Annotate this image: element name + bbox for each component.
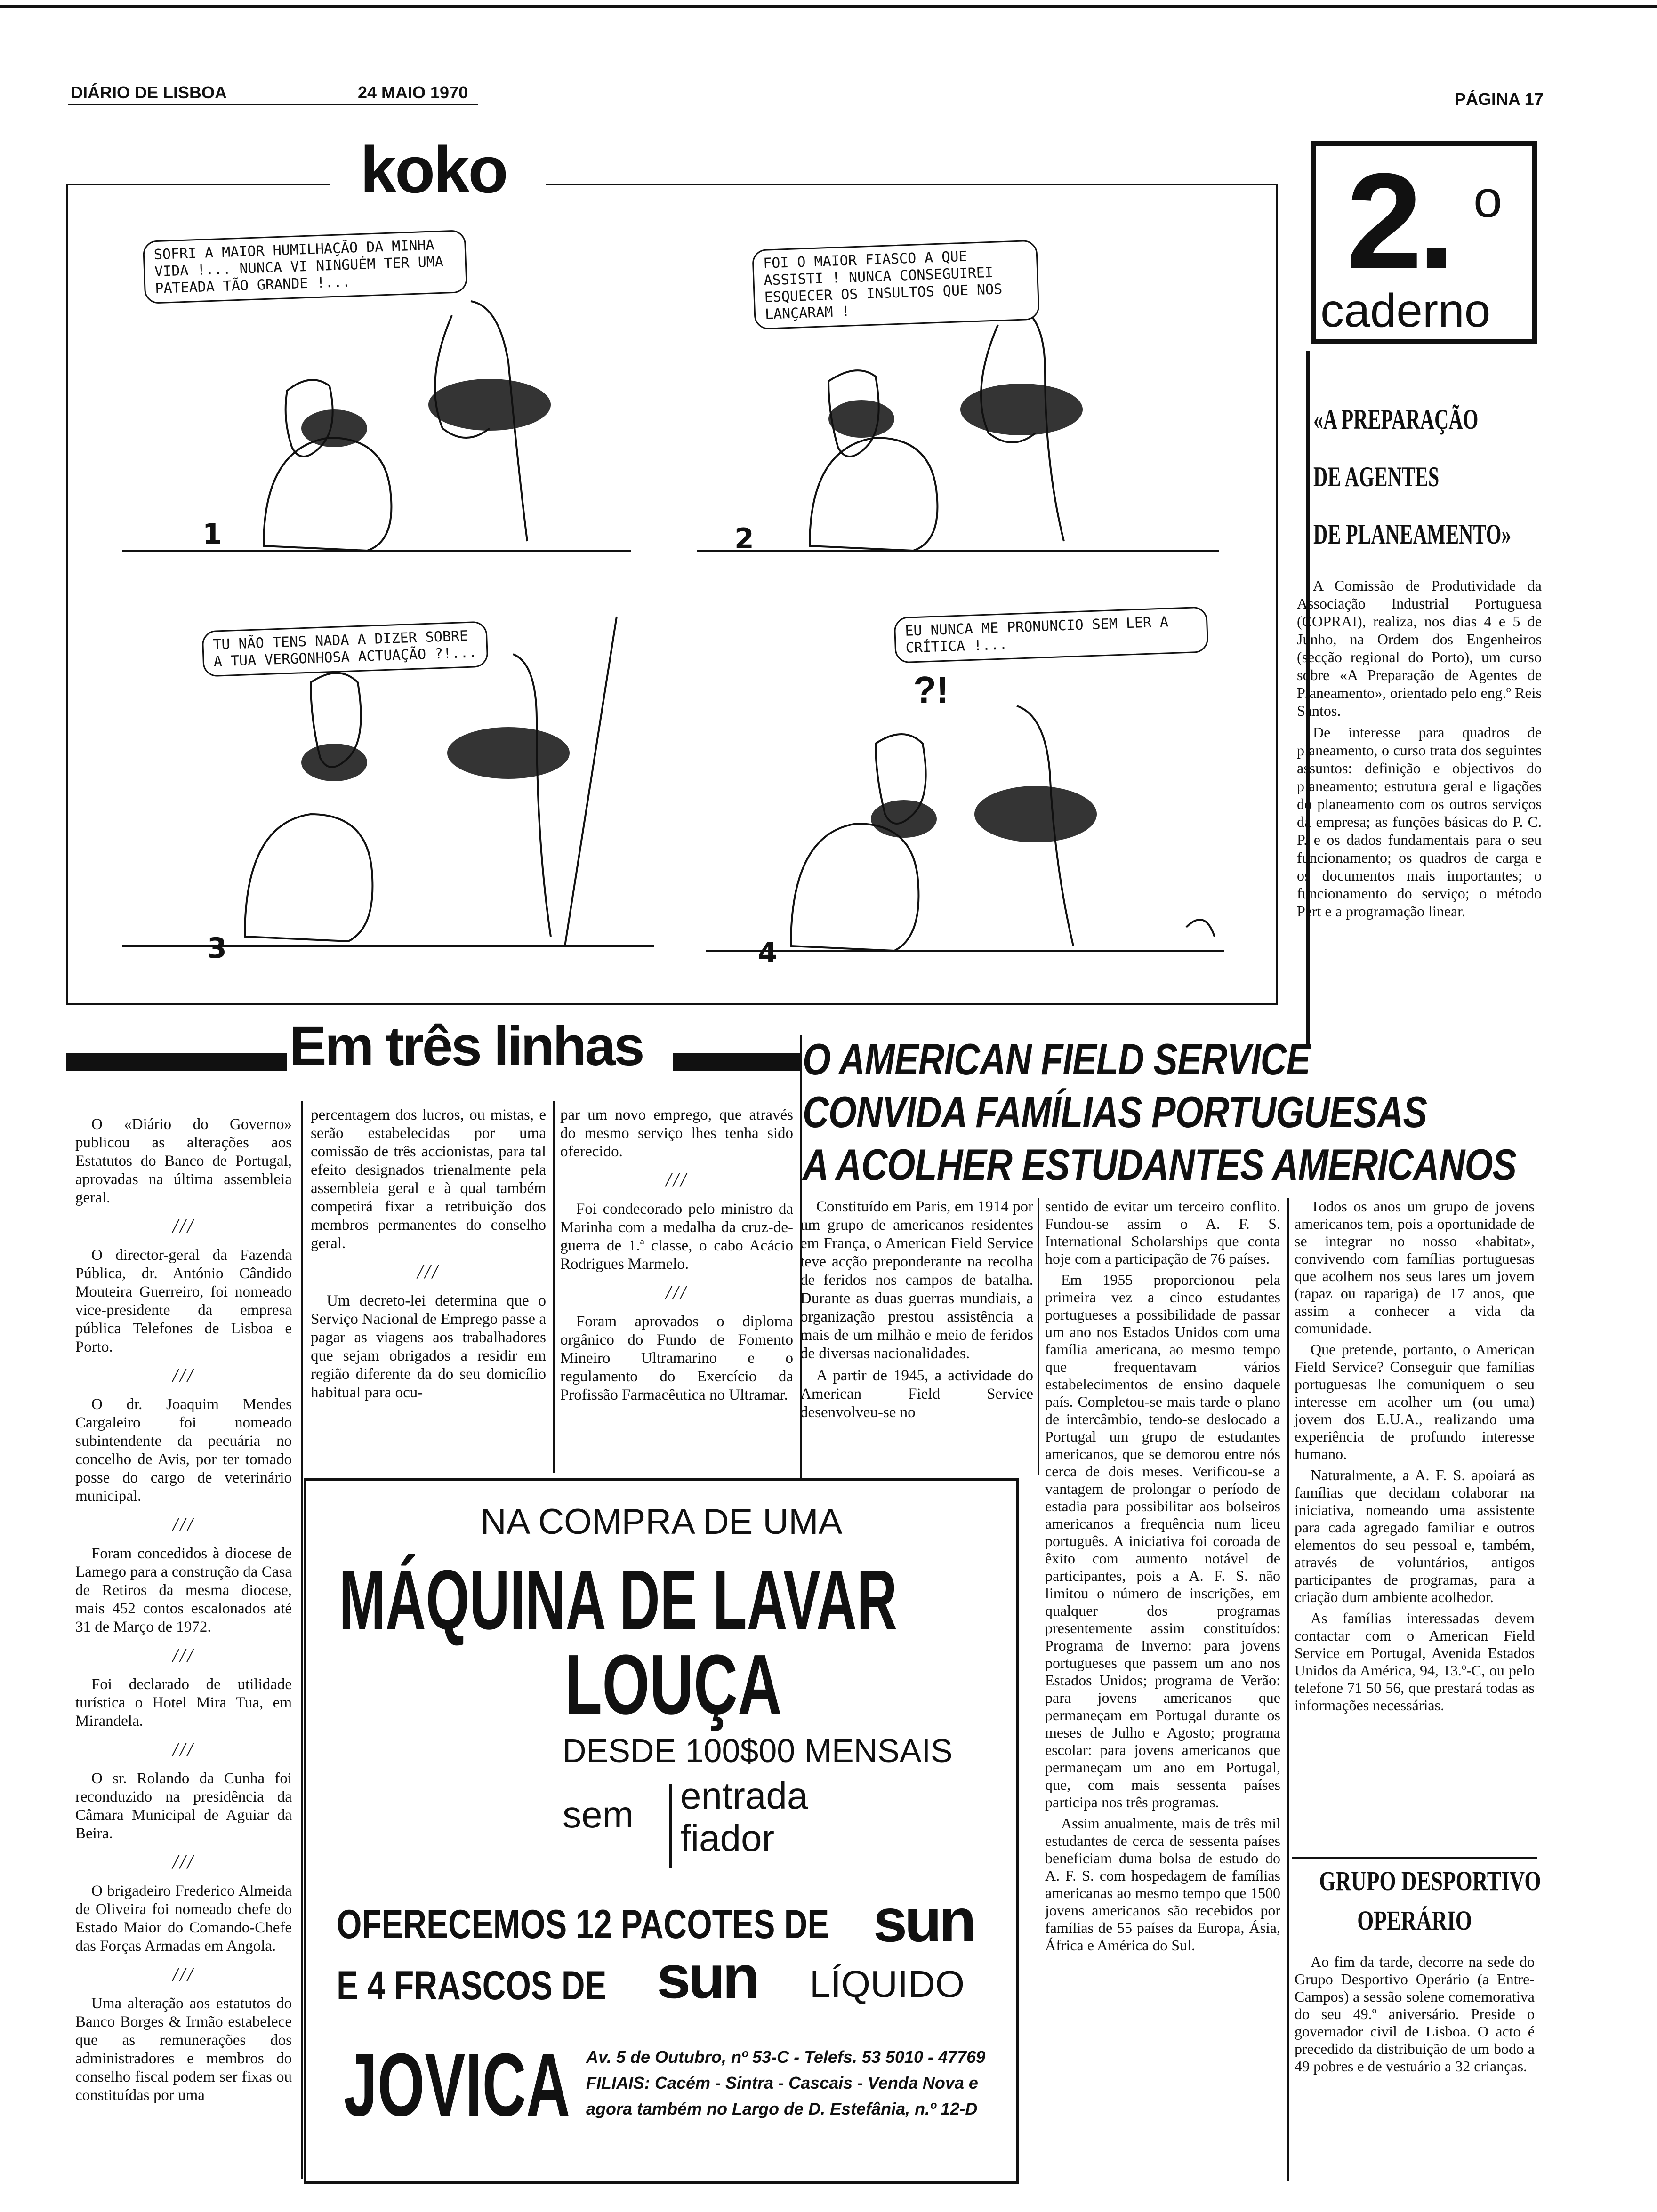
exclaim-mark: ?! — [913, 669, 949, 711]
speech-bubble-3: TU NÃO TENS NADA A DIZER SOBRE A TUA VERGONHOSA ACTUAÇÃO ?!... — [201, 621, 488, 677]
sidebar-paragraph: A Comissão de Produtividade da Associação Industrial Portuguesa (COPRAI), realiza, nos dias 4 e 5 de Junho, na Ordem dos Engenheiros (secção regional do Porto), um curso sobre «A Preparação de Agentes de Planeamento», orientado pelo eng.º Reis Santos. — [1297, 577, 1542, 719]
top-border — [0, 5, 1657, 8]
afs-paragraph: Que pretende, portanto, o American Field Service? Conseguir que famílias portuguesas lhe comuniquem o seu interesse em acolher um (ou uma) jovem dos E.U.A., realizando uma experiência de profundo interesse humano. — [1295, 1341, 1535, 1462]
rock-1 — [264, 438, 391, 551]
sidebar-headline-line-2: DE AGENTES — [1313, 461, 1440, 492]
ad-offer-2: E 4 FRASCOS DE — [337, 1963, 607, 2008]
sun-logo-text: sun — [873, 1886, 974, 1955]
brief-separator: /// — [172, 1514, 195, 1536]
column-rule — [301, 1101, 303, 2179]
afs-paragraph: A partir de 1945, a actividade do American Field Service desenvolveu-se no — [800, 1367, 1033, 1421]
comic-title: koko — [360, 133, 507, 207]
brief-separator: /// — [172, 1216, 195, 1237]
speech-bubble-2: FOI O MAIOR FIASCO A QUE ASSISTI ! NUNCA CONSEGUIREI ESQUECER OS INSULTOS QUE NOS LANÇARAM ! — [752, 240, 1040, 329]
sidebar-headline — [1313, 391, 1558, 563]
ad-line-1: NA COMPRA DE UMA — [480, 1502, 843, 1542]
afs-paragraph: Naturalmente, a A. F. S. apoiará as famílias que decidam colaborar na iniciativa, nomeando uma assistente para cada agregado familiar e outros elementos do seu pessoal e, também, através de voluntários, antigos participantes de programas, para a criação dum ambiente acolhedor. — [1295, 1467, 1535, 1605]
newspaper-name: DIÁRIO DE LISBOA — [71, 83, 227, 102]
brief-item: Foi declarado de utilidade turística o Hotel Mira Tua, em Mirandela. — [75, 1676, 292, 1730]
afs-paragraph: Todos os anos um grupo de jovens americanos tem, pois a oportunidade de se integrar no nosso «habitat», convivendo com famílias portuguesas que acolhem nos seus lares um jovem (rapaz ou rapariga) de 17 anos, que assim a conhecer a vida da comunidade. — [1295, 1198, 1535, 1337]
rock-3 — [245, 814, 372, 941]
afs-paragraph: Constituído em Paris, em 1914 por um grupo de americanos residentes em França, o American Field Service teve acção preponderante na recolha de feridos nos campos de batalha. Durante as duas guerras mundiais, a organização prestou assistência a mais de um milhão e meio de feridos de diversas nacionalidades. — [800, 1198, 1033, 1362]
afs-headline-line-2: CONVIDA FAMÍLIAS PORTUGUESAS — [803, 1087, 1427, 1137]
ad-sem: sem — [563, 1794, 634, 1835]
leopard-skin-1 — [428, 379, 551, 431]
panel-number-4: 4 — [758, 937, 778, 970]
afs-paragraph: As famílias interessadas devem contactar com o American Field Service em Portugal, Avenida Estados Unidos da América, 94, 13.º-C, ou pelo telefone 71 50 56, que prestará todas as informações necessárias. — [1295, 1610, 1535, 1714]
afs-column-3 — [1295, 1198, 1535, 1718]
sidebar-paragraph: De interesse para quadros de planeamento, o curso trata dos seguintes assuntos: definição e objectivos do planeamento; estrutura geral e ligações do planeamento com os outros serviços da empresa; as funções básicas do P. C. P. e os dados fundamentais para o seu funcionamento; os quadros de carga e os documentos mais importantes; o funcionamento do serviço; o método Pert e a programação linear. — [1297, 724, 1542, 920]
ad-entrada: entrada — [680, 1775, 808, 1817]
brief-separator: /// — [172, 1739, 195, 1761]
brief-item: O «Diário do Governo» publicou as alterações aos Estatutos do Banco de Portugal, aprovadas na última assembleia geral. — [75, 1116, 292, 1206]
grupo-paragraph: Ao fim da tarde, decorre na sede do Grupo Desportivo Operário (a Entre-Campos) a sessão solene comemorativa do seu 49.º aniversário. Preside o governador civil de Lisboa. O acto é precedido da distribuição de um bodo a 49 pobres e de vestuário a 32 crianças. — [1295, 1953, 1535, 2075]
brief-separator: /// — [172, 1365, 195, 1387]
sun-logo-text: sun — [657, 1942, 757, 2011]
rock-4 — [791, 824, 918, 951]
grupo-headline — [1292, 1861, 1541, 1940]
brief-item: Um decreto-lei determina que o Serviço Nacional de Emprego passe a pagar as viagens aos trabalhadores que sejam obrigados a residir em região diferente da do seu domicílio habitual para ocu- — [311, 1292, 546, 1401]
brief-separator: /// — [417, 1261, 440, 1283]
briefs-column-2 — [311, 1106, 546, 1406]
panel-number-2: 2 — [734, 522, 754, 555]
brief-item: O dr. Joaquim Mendes Cargaleiro foi nomeado subintendente da pecuária no concelho de Avis, por ter tomado posse do cargo de veterinário municipal. — [75, 1396, 292, 1505]
ad-branches: FILIAIS: Cacém - Sintra - Cascais - Venda Nova e — [586, 2073, 978, 2092]
speech-bubble-1: SOFRI A MAIOR HUMILHAÇÃO DA MINHA VIDA !... NUNCA VI NINGUÉM TER UMA PATEADA TÃO GRANDE !... — [143, 230, 467, 304]
afs-paragraph: Em 1955 proporcionou pela primeira vez a cinco estudantes portugueses a possibilidade de passar um ano nos Estados Unidos com uma família americana, ao mesmo tempo que frequentavam vários estabelecimentos de ensino daquele país. Completou-se mais tarde o plano de intercâmbio, tendo-se deslocado a Portugal um grupo de estudantes americanos, que se demorou entre nós cerca de dois meses. Verificou-se a vantagem de prolongar o período de estadia para possibilitar aos bolseiros americanos a frequência num liceu português. A iniciativa foi coroada de êxito com aumento notável de participantes, pois a A. F. S. não limitou o número de inscrições, em qualquer dos programas presentemente assim constituídos: Programa de Inverno: para jovens portugueses que passem um ano nos Estados Unidos; programa de Verão: para jovens americanos que permaneçam em Portugal durante os meses de Julho e Agosto; programa escolar: para jovens americanos que permaneçam um ano em Portugal, que, com mais sessenta países participa nos três programas. — [1045, 1271, 1280, 1811]
ad-line-4: DESDE 100$00 MENSAIS — [563, 1732, 953, 1769]
section-label: caderno — [1320, 284, 1491, 337]
ad-address: Av. 5 de Outubro, nº 53-C - Telefs. 53 5010 - 47769 — [586, 2047, 986, 2067]
afs-column-2 — [1045, 1198, 1280, 1958]
sidebar-body — [1297, 577, 1542, 924]
ad-line-3: LOUÇA — [565, 1637, 782, 1732]
page-number: PÁGINA 17 — [1455, 89, 1544, 109]
column-rule — [1287, 1198, 1289, 2181]
grupo-headline-line-2: OPERÁRIO — [1357, 1905, 1472, 1936]
issue-date: 24 MAIO 1970 — [358, 83, 468, 102]
em-tres-linhas-title: Em três linhas — [290, 1015, 643, 1077]
ad-store-name: JOVICA — [344, 2035, 571, 2135]
stick-3 — [565, 617, 617, 946]
rock-2 — [810, 438, 937, 551]
brief-separator: /// — [665, 1282, 688, 1304]
ad-offer-1: OFERECEMOS 12 PACOTES DE — [337, 1902, 829, 1947]
briefs-column-3 — [560, 1106, 793, 1408]
ad-liquido: LÍQUIDO — [810, 1963, 965, 2005]
afs-headline-line-3: A ACOLHER ESTUDANTES AMERICANOS — [803, 1140, 1517, 1189]
grupo-top-rule — [1292, 1857, 1537, 1859]
speech-bubble-4: EU NUNCA ME PRONUNCIO SEM LER A CRÍTICA !... — [893, 606, 1208, 663]
comic-illustration — [66, 184, 1278, 1005]
brief-separator: /// — [172, 1851, 195, 1873]
ad-line-2: MÁQUINA DE LAVAR — [339, 1553, 897, 1647]
brief-item: Foi condecorado pelo ministro da Marinha com a medalha da cruz-de-guerra de 1.ª classe, o cabo Acácio Rodrigues Marmelo. — [560, 1201, 793, 1273]
brief-item: Foram aprovados o diploma orgânico do Fundo de Fomento Mineiro Ultramarino e o regulamento do Exercício da Profissão Farmacêutica no Ultramar. — [560, 1313, 793, 1403]
brief-separator: /// — [172, 1964, 195, 1986]
grupo-body — [1295, 1953, 1535, 2079]
brief-item: percentagem dos lucros, ou mistas, e serão estabelecidas por uma comissão de três accionistas, para tal efeito designados trienalmente pela assembleia geral e à qual também competirá fixar a retribuição dos membros permanentes do conselho geral. — [311, 1106, 546, 1252]
section-ordinal: o — [1473, 170, 1503, 228]
sun-logo-2 — [657, 1942, 757, 2011]
sun-logo-1 — [873, 1886, 974, 1955]
afs-paragraph: Assim anualmente, mais de três mil estudantes de cerca de sessenta países beneficiam duma bolsa de estudo do A. F. S. com hospedagem de famílias americanas ao mesmo tempo que 1500 jovens americanos são recebidos por famílias de 55 países da Europa, Ásia, África e América do Sul. — [1045, 1815, 1280, 1954]
brief-item: Foram concedidos à diocese de Lamego para a construção da Casa de Retiros da mesma diocese, mais 452 contos escalonados até 31 de Março de 1972. — [75, 1545, 292, 1635]
brief-separator: /// — [665, 1170, 688, 1191]
brief-item: Uma alteração aos estatutos do Banco Borges & Irmão estabelece que as remunerações dos administradores e membros do conselho fiscal podem ser fixas ou constituídas por uma — [75, 1995, 292, 2104]
section-number: 2. — [1346, 145, 1451, 297]
brief-item: O brigadeiro Frederico Almeida de Oliveira foi nomeado chefe do Estado Maior do Comando-Chefe das Forças Armadas em Angola. — [75, 1883, 292, 1955]
ad-fiador: fiador — [680, 1817, 775, 1859]
grupo-headline-line-1: GRUPO DESPORTIVO — [1319, 1866, 1541, 1896]
header-underline — [68, 104, 478, 105]
afs-column-1 — [800, 1198, 1033, 1426]
brief-item: O director-geral da Fazenda Pública, dr. António Cândido Mouteira Guerreiro, foi nomeado vice-presidente da empresa pública Telefones de Lisboa e Porto. — [75, 1247, 292, 1355]
afs-headline-line-1: O AMERICAN FIELD SERVICE — [803, 1034, 1311, 1084]
briefs-column-1 — [75, 1115, 292, 2108]
afs-headline — [803, 1033, 1556, 1191]
column-rule — [553, 1101, 555, 1473]
ad-divider — [669, 1784, 672, 1868]
brief-item: par um novo emprego, que através do mesmo serviço lhes tenha sido oferecido. — [560, 1106, 793, 1160]
afs-paragraph: sentido de evitar um terceiro conflito. Fundou-se assim o A. F. S. International Scholarships que conta hoje com a participação de 76 países. — [1045, 1198, 1280, 1267]
brief-item: O sr. Rolando da Cunha foi reconduzido na presidência da Câmara Municipal de Aguiar da Beira. — [75, 1770, 292, 1842]
panel-number-1: 1 — [202, 518, 222, 551]
column-rule — [1038, 1198, 1039, 1475]
artist-signature — [1186, 920, 1215, 937]
figure-3b — [513, 654, 551, 937]
ad-also: agora também no Largo de D. Estefânia, n.º 12-D — [586, 2099, 978, 2118]
brief-separator: /// — [172, 1645, 195, 1667]
sidebar-headline-line-1: «A PREPARAÇÃO — [1313, 404, 1479, 435]
panel-number-3: 3 — [207, 932, 227, 965]
sidebar-headline-line-3: DE PLANEAMENTO» — [1313, 519, 1512, 550]
